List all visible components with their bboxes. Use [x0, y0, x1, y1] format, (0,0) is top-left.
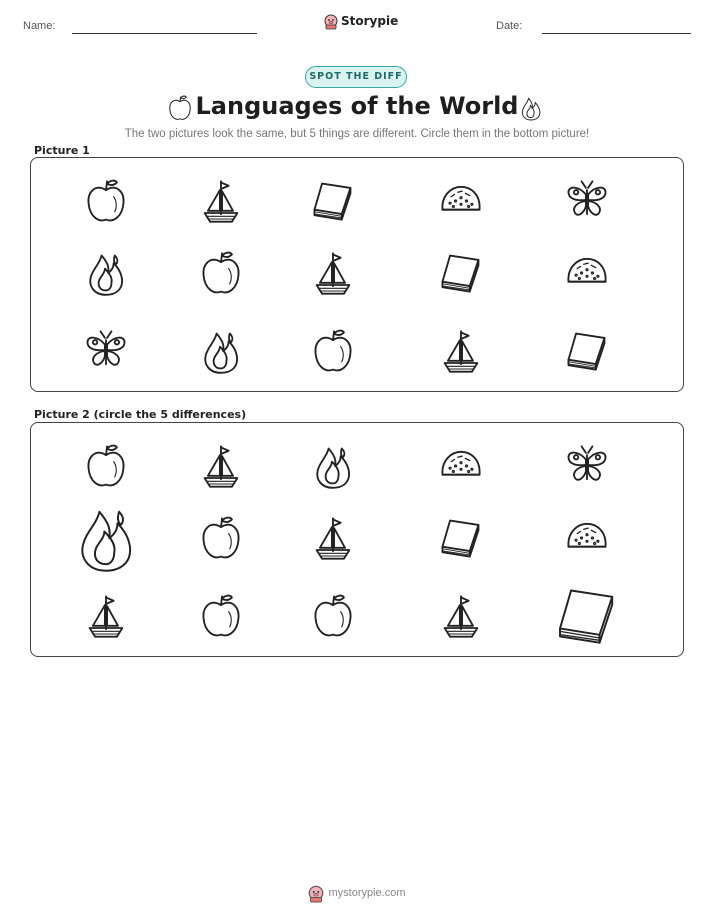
- picture2-label: Picture 2 (circle the 5 differences): [34, 408, 247, 421]
- book-icon: [439, 249, 483, 297]
- book-icon: [311, 177, 355, 225]
- date-line[interactable]: [542, 33, 691, 34]
- book-icon[interactable]: [439, 514, 483, 562]
- bread-icon[interactable]: [565, 514, 609, 562]
- book-icon[interactable]: [555, 581, 619, 651]
- butterfly-icon: [565, 177, 609, 225]
- apple-icon: [199, 249, 243, 297]
- butterfly-icon[interactable]: [565, 442, 609, 490]
- date-label: Date:: [496, 20, 523, 32]
- footer-url: mystorypie.com: [328, 887, 406, 899]
- apple-icon[interactable]: [199, 514, 243, 562]
- book-icon: [565, 327, 609, 375]
- boat-icon: [199, 177, 243, 225]
- boat-icon[interactable]: [199, 442, 243, 490]
- apple-icon: [311, 327, 355, 375]
- picture1-label: Picture 1: [34, 144, 90, 157]
- bread-icon: [565, 249, 609, 297]
- page-title: Languages of the World: [195, 92, 519, 120]
- boat-icon[interactable]: [311, 514, 355, 562]
- apple-icon[interactable]: [199, 592, 243, 640]
- bread-icon[interactable]: [439, 442, 483, 490]
- picture1-panel: [30, 157, 684, 392]
- fire-icon: [199, 327, 243, 375]
- boat-icon: [439, 327, 483, 375]
- footer: [0, 884, 714, 902]
- fire-icon[interactable]: [311, 442, 355, 490]
- spot-the-diff-badge: SPOT THE DIFF: [305, 66, 407, 88]
- butterfly-icon: [84, 327, 128, 375]
- instructions: The two pictures look the same, but 5 things are different. Circle them in the bottom picture!: [124, 128, 590, 140]
- apple-icon[interactable]: [84, 442, 128, 490]
- brand-name: Storypie: [341, 14, 399, 28]
- apple-icon: [84, 177, 128, 225]
- boat-icon: [311, 249, 355, 297]
- boat-icon[interactable]: [439, 592, 483, 640]
- bread-icon: [439, 177, 483, 225]
- boat-icon[interactable]: [84, 592, 128, 640]
- brand-logo: [324, 13, 398, 29]
- pig-mascot-icon: [308, 884, 324, 902]
- apple-icon[interactable]: [311, 592, 355, 640]
- picture2-panel[interactable]: [30, 422, 684, 657]
- name-label: Name:: [23, 20, 56, 32]
- name-line[interactable]: [72, 33, 257, 34]
- fire-icon: [519, 94, 543, 122]
- fire-icon[interactable]: [73, 502, 139, 574]
- fire-icon: [84, 249, 128, 297]
- pig-mascot-icon: [324, 13, 338, 29]
